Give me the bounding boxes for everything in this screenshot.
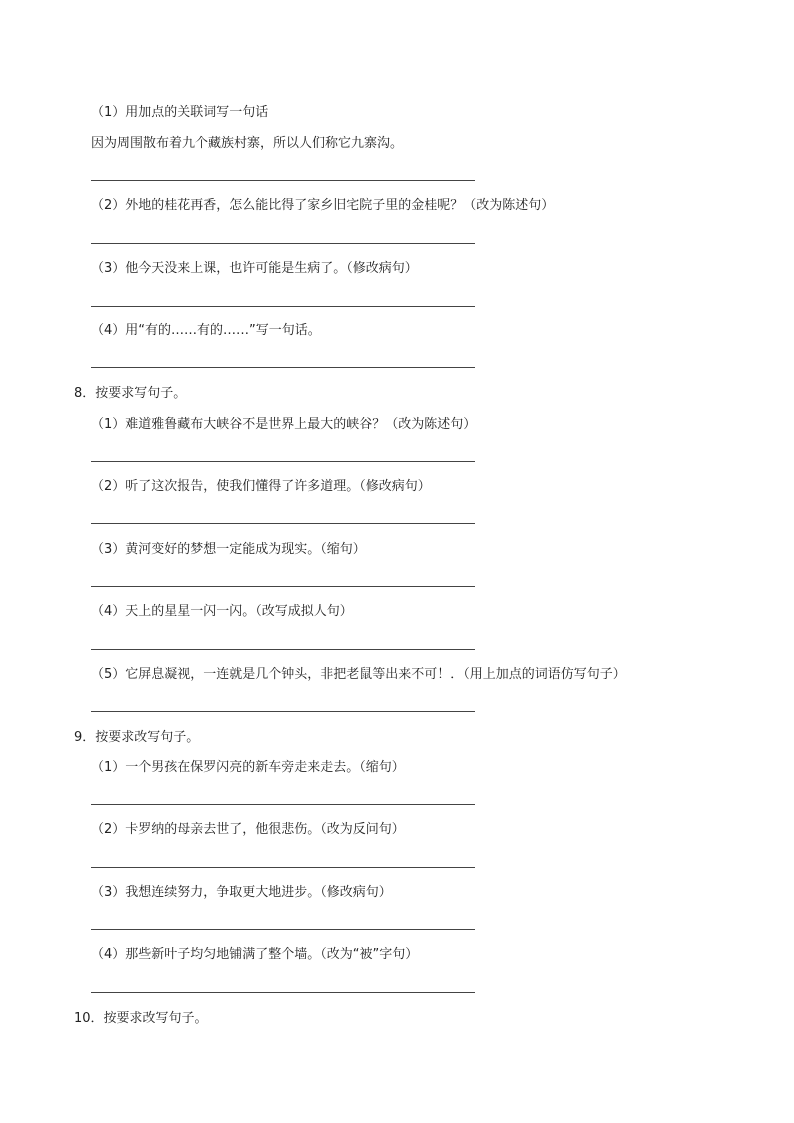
answer-line[interactable] <box>91 243 475 244</box>
q8-sub-5-prompt: （5）它屏息凝视，一连就是几个钟头，非把老鼠等出来不可！．（用上加点的词语仿写句子） <box>91 667 626 682</box>
sub-question-3-prompt: （3）他今天没来上课，也许可能是生病了。（修改病句） <box>91 261 418 276</box>
answer-line[interactable] <box>91 649 475 650</box>
q9-sub-1-prompt: （1）一个男孩在保罗闪亮的新车旁走来走去。（缩句） <box>91 760 405 775</box>
question-9-title: 9．按要求改写句子。 <box>74 730 200 745</box>
answer-line[interactable] <box>91 804 475 805</box>
answer-line[interactable] <box>91 867 475 868</box>
q9-sub-4-prompt: （4）那些新叶子均匀地铺满了整个墙。（改为“被”字句） <box>91 947 419 962</box>
answer-line[interactable] <box>91 180 475 181</box>
q9-sub-3-prompt: （3）我想连续努力，争取更大地进步。（修改病句） <box>91 885 392 900</box>
answer-line[interactable] <box>91 929 475 930</box>
q8-sub-3-prompt: （3）黄河变好的梦想一定能成为现实。（缩句） <box>91 542 366 557</box>
sub-question-2-prompt: （2）外地的桂花再香，怎么能比得了家乡旧宅院子里的金桂呢？（改为陈述句） <box>91 198 555 213</box>
answer-line[interactable] <box>91 586 475 587</box>
answer-line[interactable] <box>91 461 475 462</box>
question-10-title: 10．按要求改写句子。 <box>74 1011 208 1026</box>
sub-question-1-prompt: （1）用加点的关联词写一句话 <box>91 105 269 120</box>
q8-sub-1-prompt: （1）难道雅鲁藏布大峡谷不是世界上最大的峡谷？（改为陈述句） <box>91 417 477 432</box>
q8-sub-2-prompt: （2）听了这次报告，使我们懂得了许多道理。（修改病句） <box>91 479 431 494</box>
sub-question-4-prompt: （4）用“有的……有的……”写一句话。 <box>91 323 321 338</box>
q8-sub-4-prompt: （4）天上的星星一闪一闪。（改写成拟人句） <box>91 604 353 619</box>
answer-line[interactable] <box>91 711 475 712</box>
answer-line[interactable] <box>91 992 475 993</box>
example-sentence: 因为周围散布着九个藏族村寨，所以人们称它九寨沟。 <box>91 136 404 151</box>
answer-line[interactable] <box>91 306 475 307</box>
q9-sub-2-prompt: （2）卡罗纳的母亲去世了，他很悲伤。（改为反问句） <box>91 822 405 837</box>
question-8-title: 8．按要求写句子。 <box>74 386 187 401</box>
answer-line[interactable] <box>91 367 475 368</box>
answer-line[interactable] <box>91 523 475 524</box>
